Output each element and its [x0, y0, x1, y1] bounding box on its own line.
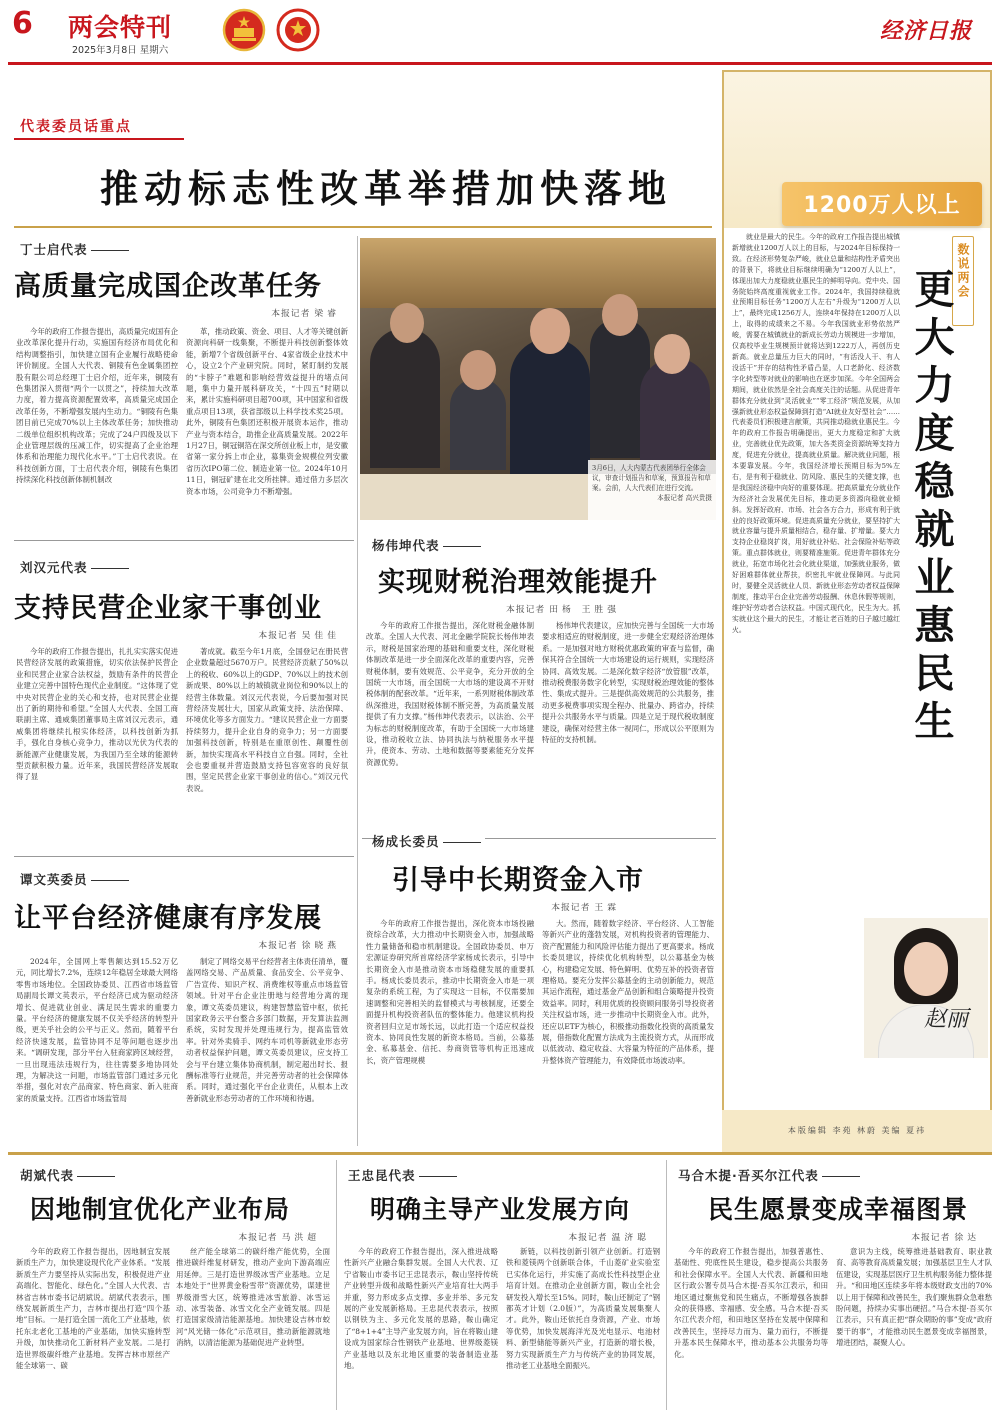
byline-person: 谭文英委员: [20, 870, 129, 888]
byline-person: 王忠昆代表: [348, 1166, 457, 1184]
divider: [14, 856, 354, 857]
reporter-line: 本报记者 徐晓燕: [258, 941, 340, 951]
article-body-col2: 大。然而，随着数字经济、平台经济、人工智能等新兴产业的蓬勃发展，对机构投资者的管理能力、资产配置能力和风险评估能力提出了更高要求。杨成长委员建议，持续优化机构转型，以公募基金为核心，构建稳定发展、特色鲜明、优势互补的投资者管理格局。要充分发挥公募基金的主动创新能力，规范其运作流程，通过基金产品创新和组合策略提升投资效益率。同时，利用优质的投资顾问服务引导投资者关注权益市场，进一步推动中长期资金入市。此外，还应以ETF为核心，积极推动指数化投资的高质量发展，借指数化配置方法成为主流投资方式，从而形成以低波动、稳定收益、大容量为特征的产品体系，提升整体资产管理能力，有效降低市场波动率。: [542, 919, 714, 1065]
article-body-col2: 新链，以科技创新引领产业创新。打造钢铁和菱镁两个创新联合体，千山菱矿业实验室已实体化运行，并实施了高成长性科技型企业培育计划。在推动企业创新方面，鞍山全社会研发投入增长至15%。同时，鞍山还制定了“钢都英才计划（2.0版）”，为高质量发展集聚人才。此外，鞍山还依托自身资源，产业、市场等优势，加快发展海洋光及光电显示、电池材料、新型储能等新兴产业，打造新的增长极，努力实现新质生产力与传统产业的协同发展，推动老工业基地全面振兴。: [506, 1247, 660, 1371]
stat-badge: [782, 182, 982, 226]
article-body-col2: 意识为主线，统筹推进基础教育、职业教育、高等教育高质量发展；加强基层卫生人才队伍建设，实现基层医疗卫生机构服务能力整体提升。“和田地区连续多年将本级财政支出的70%以上用于保障和改善民生，我们聚焦群众急难愁盼问题，持续办实事出硬招。”马合木提·吾买尔江表示，只有真正把“群众期盼的事”变成“政府要干的事”，才能推动民生愿景变成幸福图景，增进团结，凝聚人心。: [836, 1247, 992, 1348]
employment-panel: [722, 70, 992, 1152]
byline-person: 丁士启代表: [20, 240, 129, 258]
reporter-line: 本报记者 温济聪: [568, 1233, 650, 1243]
column-divider: [336, 1160, 337, 1410]
panel-kicker-text: 数说两会: [956, 243, 970, 299]
article-body-col2: 丝产能全球第二的碳纤维产能优势，全面推进碳纤维复材研发，推动产业向下游高端应用延伸。三是打造世界级冰雪产业基地。立足本地处于“世界黄金粉雪带”资源优势，谋建世界级滑雪大区，统筹推进冰雪旅游、冰雪运动、冰雪装备、冰雪文化全产业链发展。四是打造国家级清洁能源基地。加快建设吉林市蛟河“风光储一体化”示范项目，推动新能源就地消纳，以清洁能源为基础促进产业转型。: [176, 1247, 330, 1348]
masthead-rule: [8, 62, 992, 65]
article-title: 民生愿景变成幸福图景: [708, 1195, 969, 1224]
divider: [14, 540, 354, 541]
article-body-col1: 2024年，全国网上零售额达到15.52万亿元，同比增长7.2%，连续12年稳居全球最大网络零售市场地位。全国政协委员、江西省市场监管局副局长谭文英表示，平台经济已成为驱动经济增长、促进就业创业、满足民生需求的重要力量。平台经济的健康发展不仅关乎经济的转型升级，更关乎社会的公平与正义。然而，随着平台经济快速发展，监管协同不足等问题也逐步出来。“调研发现，部分平台入驻商家跨区域经营，一旦出现违法违规行为，往往需要多地协同处理，为解决这一问题，市场监管部门通过多元化举措，强化对农产品商家、特色商家、新入驻商家的质量支持。江西省市场监管局: [16, 957, 178, 1103]
kicker-label: 代表委员话重点: [20, 119, 132, 135]
reporter-line: 本报记者 徐达: [911, 1233, 980, 1243]
photo-caption-box: [588, 460, 716, 526]
article-body-col2: 革，推动政策、资金、项目、人才等关键创新资源向科研一线集聚，不断提升科技创新整体效能，新增7个省级创新平台、4家省级企业技术中心，设立2个产业研究院。同时，紧盯制约发展的“卡脖子”难题和影响经营效益提升的堵点问题，集中力量开展科研攻关，“十四五”时期以来，累计实施科研项目超700项，其中国家和省级重点项目13项，获省部级以上科学技术奖25项。此外，铜陵有色集团还积极开展资本运作，推动产业与资本结合，助推企业高质量发展。2022年1月27日，铜冠铜箔在深交所创业板上市，是安徽省第一家分拆上市企业，募集资金规模位列安徽省历次IPO第二位、制造业第一位。2024年10月11日，铜冠矿建在北交所挂牌。通过借力多层次资本市场，公司竞争力不断增强。: [186, 327, 348, 496]
reporter-line: 本报记者 马洪超: [238, 1233, 320, 1243]
byline-person: 刘汉元代表: [20, 558, 129, 576]
panel-body-lower: [732, 772, 984, 918]
article-body-col1: 今年的政府工作报告提出，深化财税金融体制改革。全国人大代表、河北金融学院院长杨伟坤表示，财税是国家治理的基础和重要支柱，深化财税体制改革是进一步全面深化改革的重要内容，完善财税体制，要有效规范、公平竞争，充分开放的全国统一大市场，而全国统一大市场的建设离不开财税体制的配套改革。“近年来，一系列财税体制改革纵深推进，我国财税体制不断完善，为高质量发展提供了有力支撑。”杨伟坤代表表示，以法治、公平为标志的财税制度改革，有助于全国统一大市场建设，推动税收立法、协同执法与纳税服务水平提升，使资本、劳动、土地和数据等要素能充分发挥资源优势。: [366, 621, 534, 767]
article-title: 明确主导产业发展方向: [370, 1195, 631, 1224]
article-body-col2: 制定了网络交易平台经营者主体责任清单，覆盖网络交易、产品质量、食品安全、公平竞争、广告宣传、知识产权、消费维权等重点市场监管领域。针对平台企业注册地与经营地分离的现象，谭文英委员建议，构建智慧监管中枢，依托国家政务云平台整合多部门数据，开发算法监测系统，实时发现并处理违规行为，提高监管效率。针对外卖骑手、网约车司机等新就业形态劳动者权益保护问题，谭文英委员建议，应支持工会与平台建立集体协商机制，制定超出时长、报酬标准等行业规范，并完善劳动者的社会保障体系。同时，通过强化平台企业责任，从根本上改善新就业形态劳动者的工作环境和待遇。: [186, 957, 348, 1103]
article-body-col1: 今年的政府工作报告提出，高质量完成国有企业改革深化提升行动，实施国有经济布局优化和结构调整指引，加快建立国有企业履行战略使命评价制度。全国人大代表、铜陵有色金属集团控股有限公司总经理丁士启介绍，近年来，铜陵有色集团深入贯彻“两个一以贯之”，持续加大改革力度，着力提高资源配置效率，高质量完成国企改革任务，不断增强发展内生动力。“铜陵有色集团目前已完成70%以上主体改革任务；加快推动二级单位组织机构改革；完成了24户四级及以下企业管理层级的压减工作，切实提高了企业治理体系和治理能力现代化水平。”丁士启代表说。在科技创新方面，丁士启代表介绍，铜陵有色集团持续深化科技创新体制机制改: [16, 327, 178, 485]
section-kicker: [14, 114, 184, 140]
page-number: 6: [12, 6, 33, 41]
article-body-col1: 今年的政府工作报告提出，加强普惠性、基础性、兜底性民生建设，稳步提高公共服务和社会保障水平。全国人大代表、新疆和田地区行政公署专员马合木提·吾买尔江表示，和田地区通过聚焦党和民生痛点，不断增强各族群众的获得感、幸福感、安全感。马合木提·吾买尔江代表介绍，和田地区坚持在发展中保障和改善民生，坚持尽力而为、量力而行，不断提升基本民生保障水平，推动基本公共服务均等化。: [674, 1247, 828, 1359]
article-body-col2: 著成就。截至今年1月底，全国登记在册民营企业数量超过5670万户。民营经济贡献了50%以上的税收、60%以上的GDP、70%以上的技术创新成果、80%以上的城镇就业岗位和90%以上的经营主体数量。刘汉元代表说，今后要加强对民营经济发展壮大，国家从政策支持、法治保障、环境优化等多方面发力。“建议民营企业一方面要持续努力，提升企业自身的竞争力；另一方面要加强科技创新，特别是在重原创性、颠覆性创新，加快实现高水平科技自立自强。同时，全社会也要重视并营造鼓励支持包容宽容的良好氛围，坚定民营企业家干事创业的信心。”刘汉元代表说。: [186, 647, 348, 793]
newspaper-logo: 经济日报: [880, 18, 973, 44]
article-title: 因地制宜优化产业布局: [30, 1195, 291, 1224]
column-divider: [666, 1160, 667, 1410]
article-title: 让平台经济健康有序发展: [14, 903, 322, 934]
article-title: 支持民营企业家干事创业: [14, 593, 322, 624]
article-body-col1: 今年的政府工作报告提出，深化资本市场投融资综合改革，大力推动中长期资金入市，加强战略性力量储备和稳市机制建设。全国政协委员、申万宏源证券研究所首席经济学家杨成长表示，引导中长期资金入市是推动资本市场稳健发展的重要抓手。杨成长委员表示，推动中长期资金入市是一项复杂的系统工程，为了实现这一目标，不仅需要加速调整和完善相关的监督模式与考核制度，还要全面提升机构投资者队伍的整体能力。他建议机构投资者回归立足市场长远，以此打造一个适应权益投资本、协同良性发展的新资本格局。当前，公募基金、私募基金、信托、券商资管等机构正迅速成长，资产管理规模: [366, 919, 534, 1065]
panel-title: 更大力度稳就业惠民生: [908, 268, 954, 748]
byline-person: 胡斌代表: [20, 1166, 115, 1184]
article-body-col1: 今年的政府工作报告提出，因地制宜发展新质生产力，加快建设现代化产业体系。“发展新质生产力要坚持从实际出发，积极促进产业高端化、智能化、绿色化。”全国人大代表、吉林省吉林市委书记胡斌说。胡斌代表表示，围绕发展新质生产力，吉林市提出打造“四个基地”目标。一是打造全国一流化工产业基地，依托东北老化工基地的产业基础，加快实施转型升级，加快推动化工新材料产业发展。二是打造世界级碳纤维产业基地。发挥吉林市原丝产能全球第一、碳: [16, 1247, 170, 1371]
article-title: 高质量完成国企改革任务: [14, 271, 322, 302]
column-divider: [357, 236, 358, 1146]
photo-caption: 3月6日，人大内蒙古代表团举行全体会议，审查计划报告和草案，预算报告和草案。会前，人大代表们在进行交流。: [592, 464, 711, 492]
masthead-date: 2025年3月8日 星期六: [72, 45, 169, 56]
article-title: 引导中长期资金入市: [392, 865, 644, 896]
panel-footer: [722, 1110, 992, 1152]
photo-credit: 本报记者 高兴贵摄: [657, 494, 712, 502]
panel-body: 就业是最大的民生。今年的政府工作报告提出城镇新增就业1200万人以上的目标，与2024年目标保持一致。在经济形势复杂严峻，就业总量和结构性矛盾突出的背景下，将就业目标继续明确为“1200万人以上”，体现出加大力度稳就业惠民生的鲜明导向。党中央、国务院始终高度重视就业工作。2024年，我国持续稳就业预期目标任务“1200万人左右”升级为“1200万人以上”，最终完成1256万人，连续4年保持在1200万人以上，取得的成绩来之不易。今年我国就业形势依然严峻，需要在城镇就业的新成长劳动力规模进一步增加，仅高校毕业生规模预计就将达到1222万人，再创历史新高。就业总量压力巨大的同时，“有活没人干、有人没活干”并存的结构性矛盾凸显，人口老龄化、经济数字化转型等对就业的影响也在逐步加深。今年全国两会期间，就业依然是全社会高度关注的话题。从促进青年群体充分就业到“灵活就业”“零工经济”规范发展，从加强新就业形态权益保障到打造“AI就业友好型社会”……代表委员们积极建言献策，共同推动稳就业惠民生。今年的政府工作报告明确提出，更大力度稳定和扩大就业，完善就业优先政策，加大各类资金资源统筹支持力度，促进充分就业，提高就业质量。解决就业问题，根本要靠发展。今年，我国经济增长预期目标为5%左右，是有利于稳就业、防风险、惠民生的关键支撑，也是我国经济稳中向好的重要体现。把高质量充分就业作为经济社会发展优先目标，推动更多资源向稳就业倾斜。发挥好政府、市场、社会各方合力，形成有利于就业的良好政策环境。促进高质量充分就业，要坚持扩大就业容量与提升质量相结合，稳存量、扩增量。要大力支持企业稳岗扩岗，用好就业补贴、社会保险补贴等政策。重点群体就业，则要精准施策。促进青年群体充分就业，拓宽市场化社会化就业渠道，加强就业服务，做好困难群体就业帮扶，织密扎牢就业保障网。与此同时，要健全灵活就业人员、新就业形态劳动者权益保障制度，推动平台企业完善劳动报酬、休息休假等规则，维护好劳动者合法权益。中国式现代化，民生为大。抓实就业这个最大的民生，才能让老百姓的日子越过越红火。: [732, 233, 900, 634]
article-body-col1: 今年的政府工作报告提出，扎扎实实落实促进民营经济发展的政策措施，切实依法保护民营企业和民营企业家合法权益，鼓励有条件的民营企业建立完善中国特色现代企业制度。“这体现了党中央对民营企业的关心和支持，也对民营企业提出了新的期待和希望。”全国人大代表、全国工商联副主席、通威集团董事局主席刘汉元表示，通威集团将继续扎根实体经济，以科技创新为抓手，强化自身核心竞争力，推动以光伏为代表的新能源产业健康发展，为我国乃至全球的能源转型贡献积极力量。近年来，我国民营经济发展取得了显: [16, 647, 178, 782]
section-name: 两会特刊: [68, 13, 173, 42]
byline-person: 杨伟坤代表: [372, 536, 481, 554]
main-headline: 推动标志性改革举措加快落地: [100, 167, 673, 211]
national-emblem-icon: [222, 8, 266, 52]
reporter-line: 本报记者 王霖: [551, 903, 620, 913]
reporter-line: 本报记者 田杨 王胜强: [506, 605, 620, 615]
stat-badge-text: 1200万人以上: [803, 193, 961, 218]
editor-credit: 本版编辑 李苑 林蔚 美编 夏祎: [787, 1126, 927, 1135]
reporter-line: 本报记者 吴佳佳: [258, 631, 340, 641]
bottom-section-rule: [8, 1152, 992, 1155]
author-portrait: [864, 918, 988, 1058]
article-body-col1: 今年的政府工作报告提出，深入推进战略性新兴产业融合集群发展。全国人大代表、辽宁省鞍山市委书记王忠昆表示，鞍山坚持传统产业转型升级和战略性新兴产业培育壮大两手并重，努力形成多点支撑、多业并举、多元发展的产业发展新格局。王忠昆代表表示，按照以钢铁为主、多元化发展的思路，鞍山确定了“8+1+4”主导产业发展方向，旨在将鞍山建设成为国家综合性钢铁产业基地、世界级菱镁产业基地以及东北地区重要的装备制造业基地。: [344, 1247, 498, 1371]
cppcc-emblem-icon: [276, 8, 320, 52]
reporter-line: 本报记者 梁睿: [271, 309, 340, 319]
byline-person: 杨成长委员: [372, 832, 485, 850]
byline-person: 马合木提·吾买尔江代表: [678, 1166, 860, 1184]
article-body-col2: 杨伟坤代表建议，应加快完善与全国统一大市场要求相适应的财税制度，进一步健全宏观经济治理体系。一是加强对地方财税优惠政策的审查与监督，确保其符合全国统一大市场建设的运行规则，实现经济协同、高效发展。二是深化数字经济“放管服”改革，推动税费服务数字化转型，实现财税治理效能的整体性、集成式提升。三是提供高效规范的公共服务，推动更多税费事项实现全程办、批量办、跨省办，持续提升公共服务水平与质量。四是立足于现代税收制度建设，确保对经营主体一视同仁，形成以公平原则为特征的支持机制。: [542, 621, 714, 745]
author-signature: 赵丽: [924, 1007, 969, 1032]
article-title: 实现财税治理效能提升: [378, 567, 658, 598]
headline-rule: [14, 226, 712, 228]
